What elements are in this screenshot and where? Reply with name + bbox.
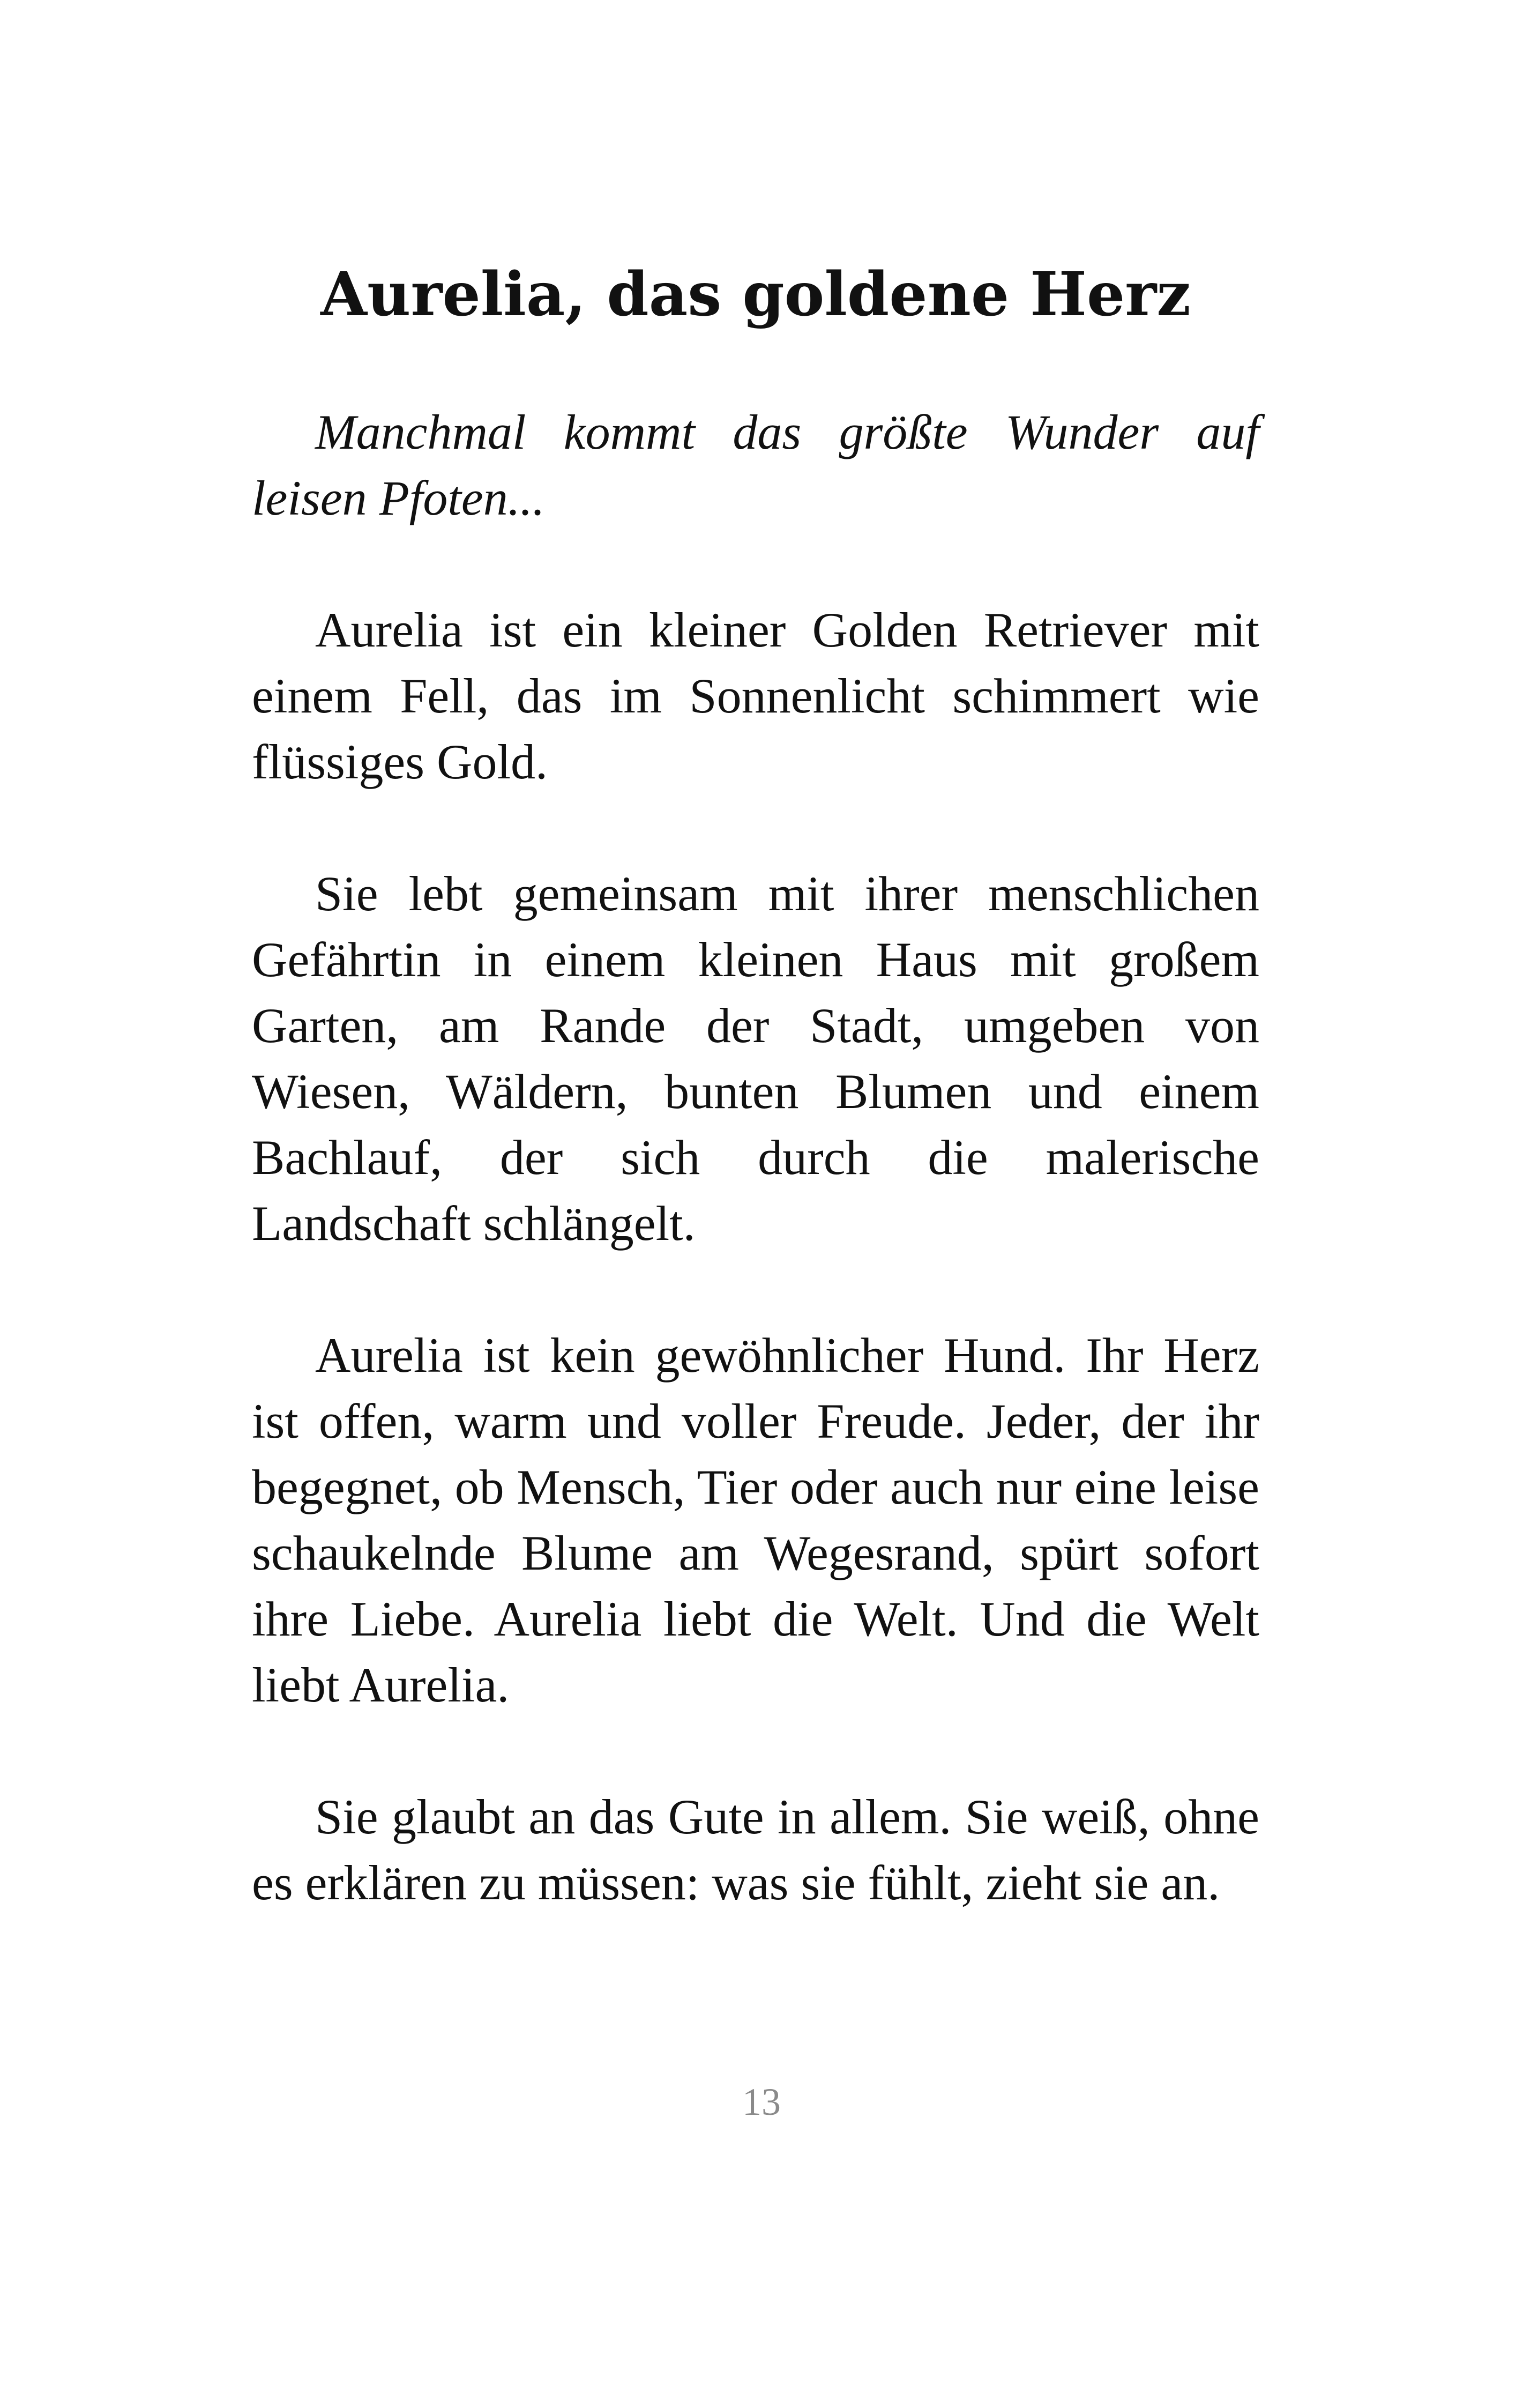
chapter-title: Aurelia, das goldene Herz (320, 259, 1191, 330)
page-number: 13 (742, 2080, 781, 2123)
chapter-body (252, 399, 1259, 1982)
paragraph: Sie glaubt an das Gute in allem. Sie weiß, ohne es erklären zu müssen: was sie fühlt, zieht sie an. (252, 1789, 1259, 1910)
intro-paragraph: Manchmal kommt das größte Wunder auf leisen Pfoten... (252, 405, 1259, 525)
paragraph: Sie lebt gemeinsam mit ihrer menschlichen Gefährtin in einem kleinen Haus mit großem Garten, am Rande der Stadt, umgeben von Wiesen, Wäldern, bunten Blumen und einem Bachlauf, der sich durch die malerische Landschaft schlängelt. (252, 866, 1259, 1251)
paragraph: Aurelia ist kein gewöhnlicher Hund. Ihr Herz ist offen, warm und voller Freude. Jeder, der ihr begegnet, ob Mensch, Tier oder auch nur eine leise schaukelnde Blume am Wegesrand, spürt sofort ihre Liebe. Aurelia liebt die Welt. Und die Welt liebt Aurelia. (252, 1328, 1259, 1712)
paragraph: Aurelia ist ein kleiner Golden Retriever mit einem Fell, das im Sonnenlicht schimmert wie flüssiges Gold. (252, 603, 1259, 789)
